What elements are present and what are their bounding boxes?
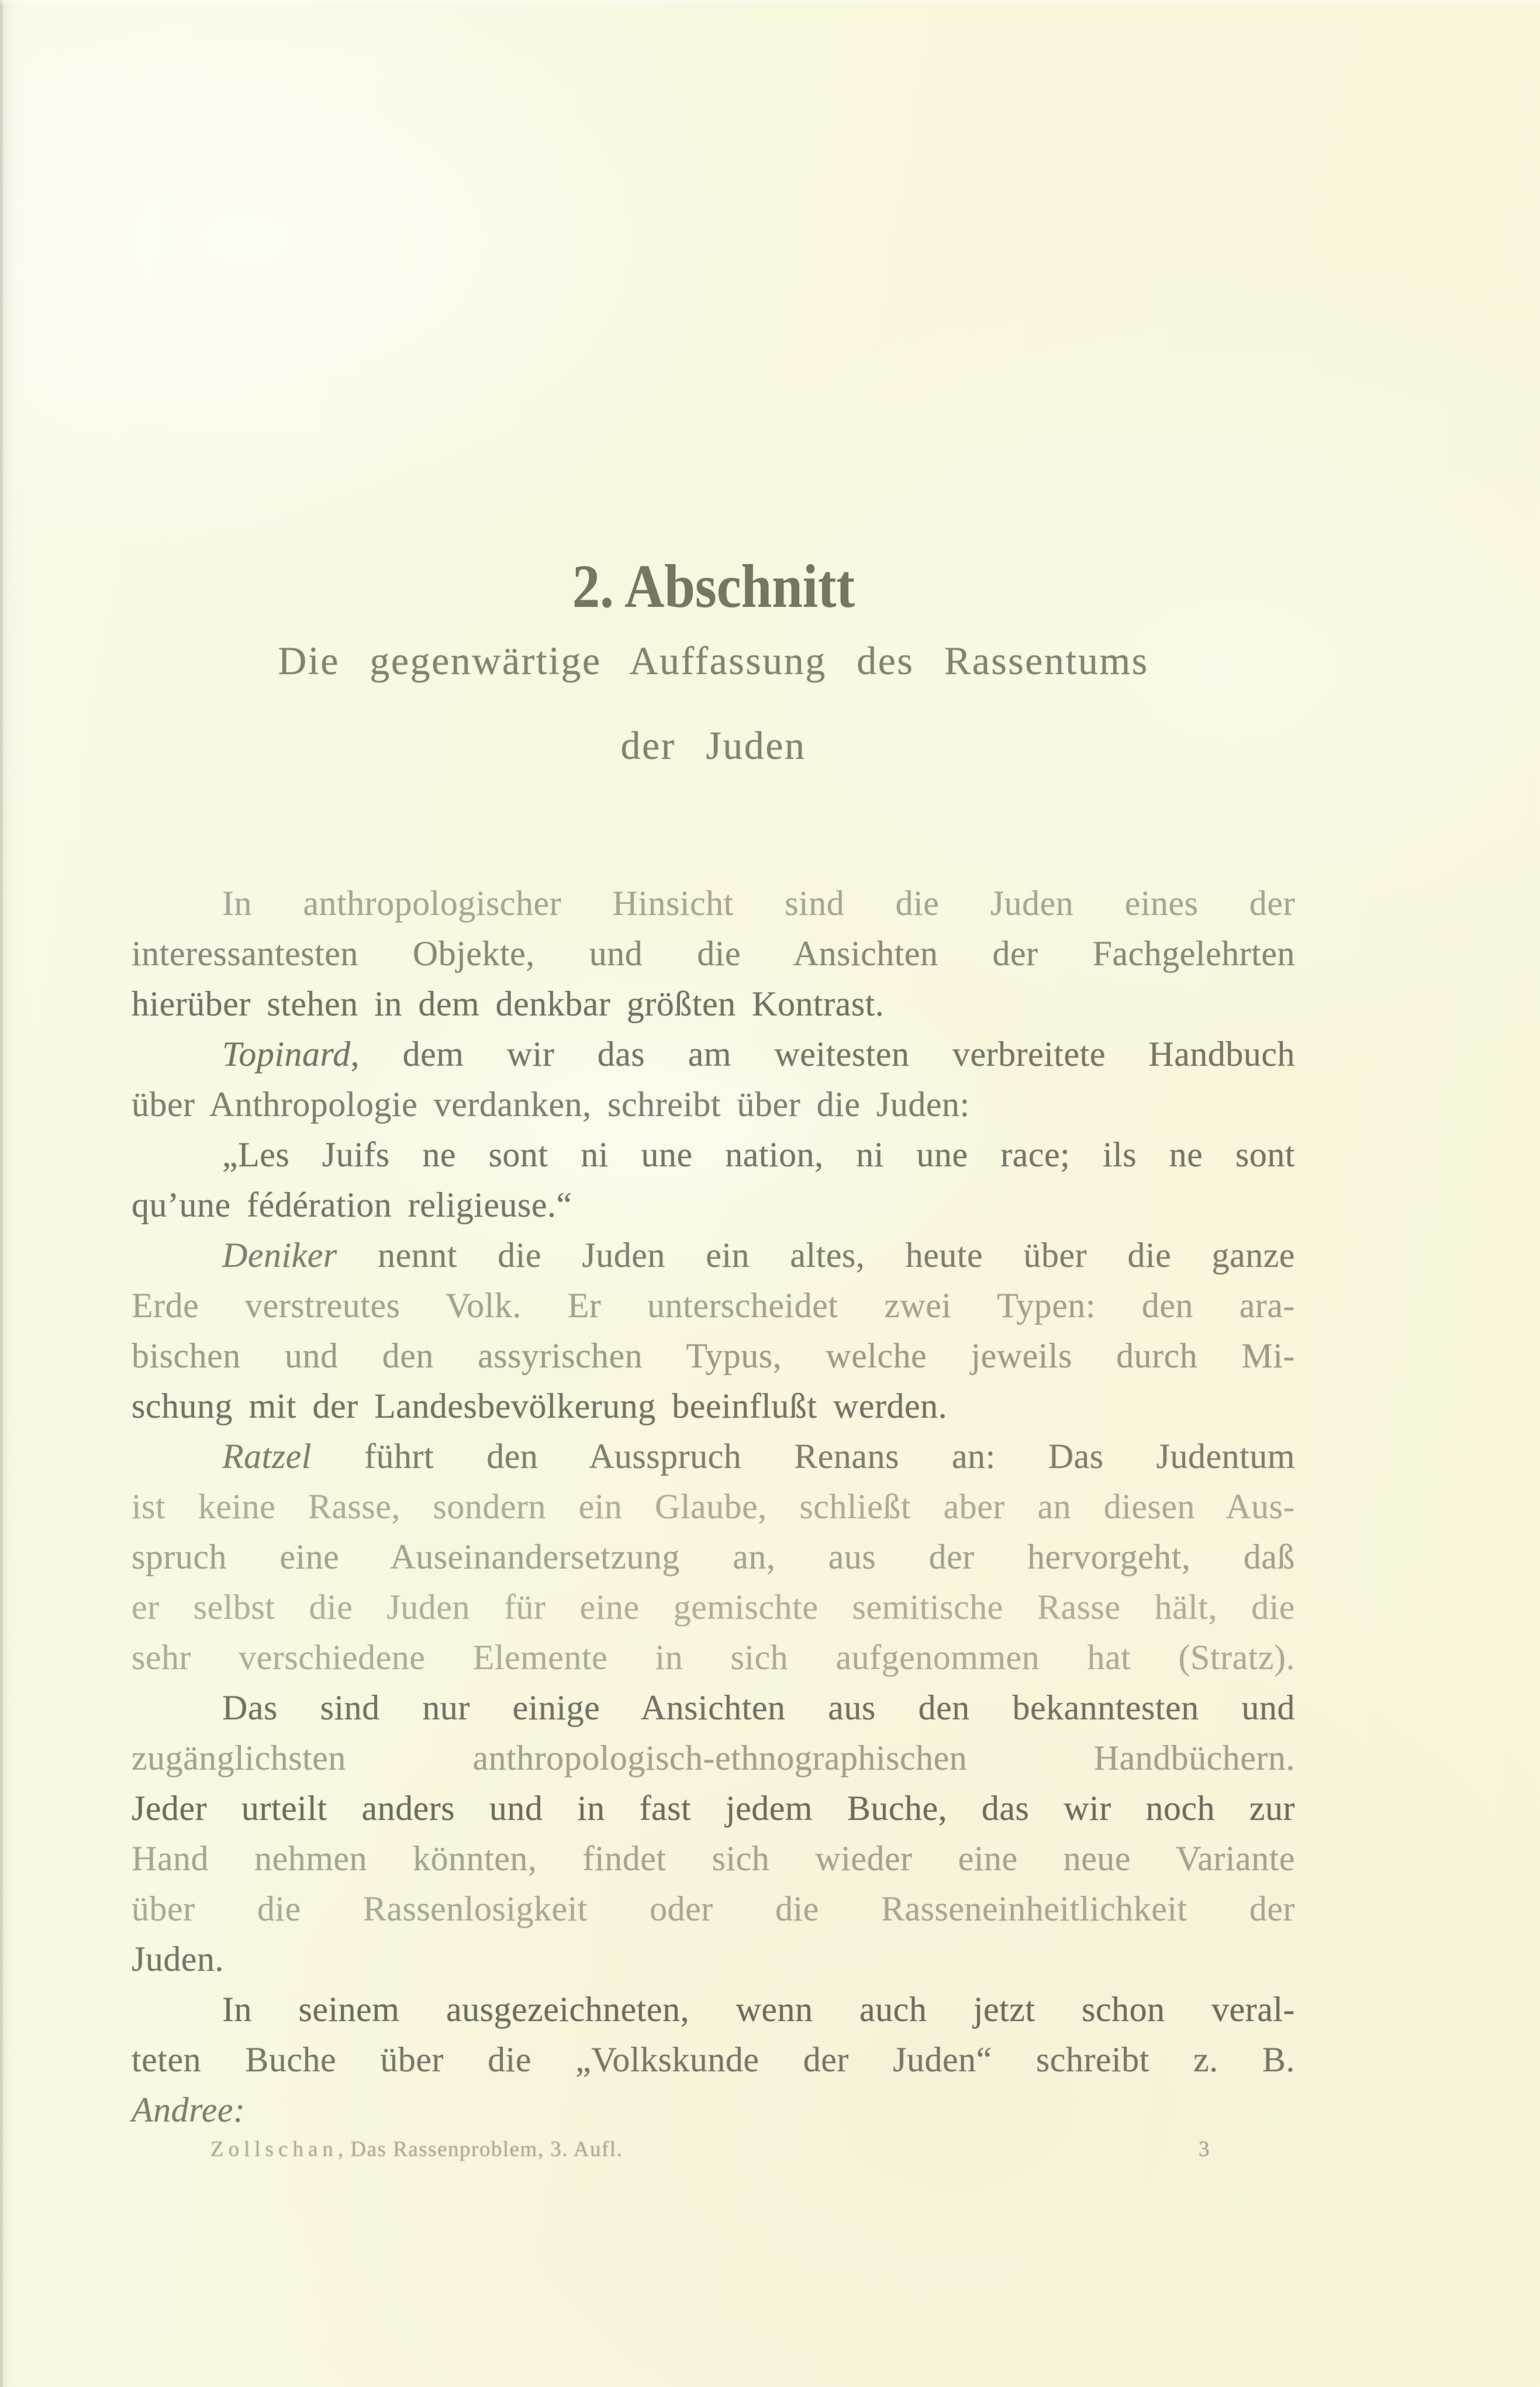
text-line	[132, 1230, 1295, 1280]
text-line	[132, 878, 1295, 928]
text-line	[132, 1331, 1295, 1381]
chapter-subtitle-line: der Juden	[620, 723, 806, 768]
text-line	[132, 1733, 1295, 1783]
text-line	[132, 1280, 1295, 1331]
text-line	[132, 1180, 1295, 1230]
text-line	[132, 1381, 1295, 1431]
section-title	[132, 552, 1295, 621]
text-segment: , dem wir das am weitesten verbreitete Handbuch	[350, 1035, 1295, 1073]
text-line	[132, 1029, 1295, 1079]
text-line	[132, 1934, 1295, 1984]
page-number: 3	[1199, 2137, 1210, 2161]
text-segment: über Anthropologie verdanken, schreibt über die Juden:	[132, 1085, 970, 1124]
text-line	[132, 2085, 1295, 2135]
text-segment: , Das Rassenproblem, 3. Aufl.	[337, 2137, 623, 2161]
chapter-subtitle	[132, 619, 1295, 788]
text-segment: Erde verstreutes Volk. Er unterscheidet zwei Typen: den ara-	[132, 1286, 1295, 1325]
text-segment: über die Rassenlosigkeit oder die Rasseneinheitlichkeit der	[132, 1889, 1295, 1928]
emphasized-name: Topinard	[222, 1035, 351, 1073]
text-segment: Hand nehmen könnten, findet sich wieder eine neue Variante	[132, 1839, 1295, 1878]
text-segment: Juden.	[132, 1940, 224, 1978]
text-line	[132, 1632, 1295, 1683]
text-segment: Jeder urteilt anders und in fast jedem Buche, das wir noch zur	[132, 1789, 1295, 1828]
scan-edge-top	[0, 0, 1540, 6]
text-segment: teten Buche über die „Volkskunde der Juden“ schreibt z. B.	[132, 2040, 1295, 2079]
text-line	[132, 1833, 1295, 1884]
text-line	[132, 1079, 1295, 1129]
emphasized-name: Andree:	[132, 2091, 246, 2129]
text-segment: sehr verschiedene Elemente in sich aufgenommen hat (Stratz).	[132, 1638, 1295, 1677]
text-line	[132, 1129, 1295, 1180]
text-line	[132, 1582, 1295, 1632]
emphasized-name: Deniker	[222, 1236, 337, 1274]
text-segment: interessantesten Objekte, und die Ansichten der Fachgelehrten	[132, 934, 1295, 973]
chapter-subtitle-line: Die gegenwärtige Auffassung des Rassentums	[278, 638, 1149, 683]
text-segment: bischen und den assyrischen Typus, welche jeweils durch Mi-	[132, 1336, 1295, 1375]
section-title-text: 2. Abschnitt	[572, 552, 855, 621]
emphasized-name: Ratzel	[222, 1437, 312, 1476]
text-line	[132, 979, 1295, 1029]
text-segment: hierüber stehen in dem denkbar größten Kontrast.	[132, 984, 885, 1023]
text-segment: führt den Ausspruch Renans an: Das Judentum	[311, 1437, 1295, 1476]
text-segment: Zollschan	[210, 2137, 338, 2161]
text-line	[132, 1683, 1295, 1733]
footer-signature	[210, 2137, 623, 2163]
text-segment: spruch eine Auseinandersetzung an, aus der hervorgeht, daß	[132, 1538, 1295, 1576]
text-segment: qu’une fédération religieuse.“	[132, 1186, 572, 1224]
text-line	[132, 1431, 1295, 1481]
text-segment: zugänglichsten anthropologisch-ethnographischen Handbüchern.	[132, 1739, 1295, 1777]
page-body	[132, 878, 1295, 2135]
text-segment: er selbst die Juden für eine gemischte semitische Rasse hält, die	[132, 1588, 1295, 1626]
text-segment: In seinem ausgezeichneten, wenn auch jetzt schon veral-	[222, 1990, 1295, 2029]
text-segment: nennt die Juden ein altes, heute über die ganze	[337, 1236, 1295, 1274]
text-segment: „Les Juifs ne sont ni une nation, ni une race; ils ne sont	[222, 1135, 1295, 1174]
text-segment: In anthropologischer Hinsicht sind die Juden eines der	[222, 884, 1295, 923]
text-line	[132, 1783, 1295, 1833]
text-segment: ist keine Rasse, sondern ein Glaube, schließt aber an diesen Aus-	[132, 1487, 1295, 1526]
text-segment: Das sind nur einige Ansichten aus den bekanntesten und	[222, 1688, 1295, 1727]
page-footer	[132, 2137, 1295, 2172]
text-line	[132, 1532, 1295, 1582]
text-line	[132, 928, 1295, 979]
text-line	[132, 1481, 1295, 1532]
text-line	[132, 2034, 1295, 2085]
text-line	[132, 1884, 1295, 1934]
text-segment: schung mit der Landesbevölkerung beeinflußt werden.	[132, 1387, 948, 1425]
scan-edge	[0, 0, 27, 2387]
text-line	[132, 1984, 1295, 2034]
